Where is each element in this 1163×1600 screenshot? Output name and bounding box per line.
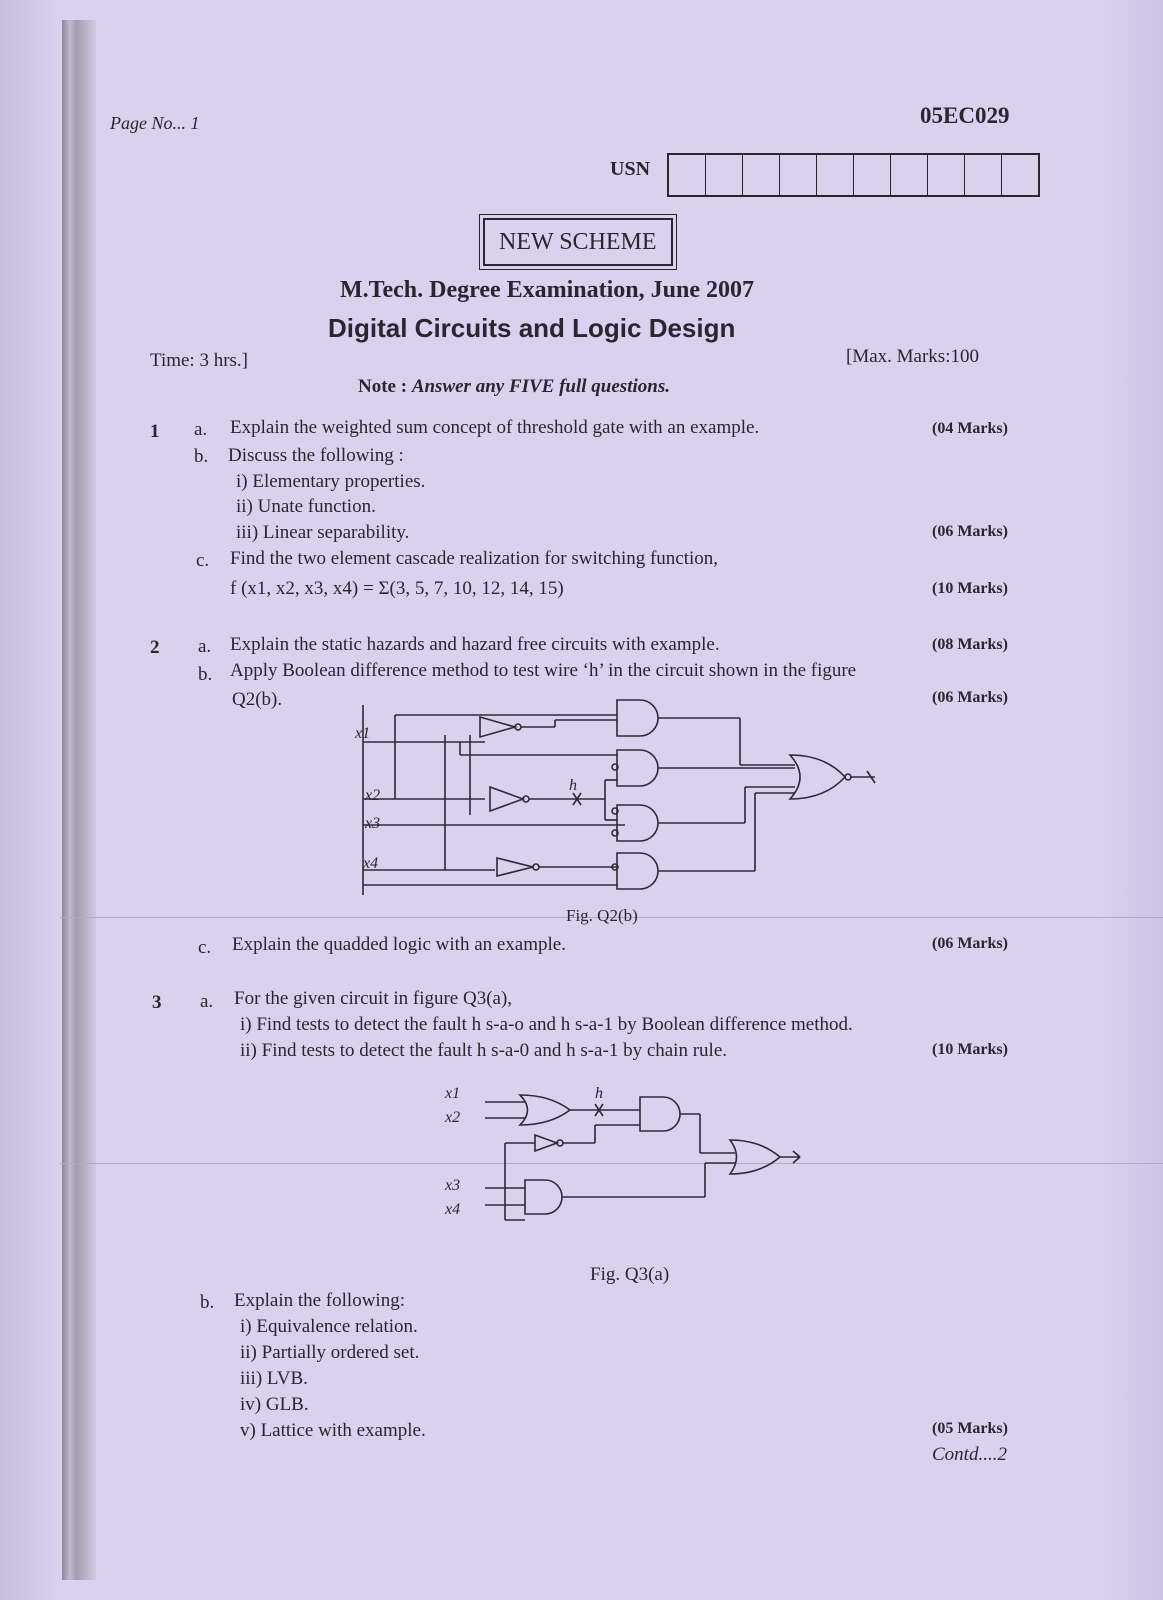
q2a-text: Explain the static hazards and hazard free circuits with example. bbox=[230, 634, 720, 655]
q2a-marks: (08 Marks) bbox=[932, 636, 1008, 653]
q1b-marks: (06 Marks) bbox=[932, 523, 1008, 540]
usn-cell bbox=[817, 155, 854, 195]
usn-cell bbox=[706, 155, 743, 195]
label-x1: x1 bbox=[355, 725, 371, 742]
q2b-text-cont: Q2(b). bbox=[232, 689, 283, 710]
continued-note: Contd....2 bbox=[932, 1444, 1007, 1465]
q1c-label: c. bbox=[196, 550, 210, 571]
paper-code: 05EC029 bbox=[920, 103, 1010, 128]
label-h: h bbox=[569, 777, 577, 794]
question-number: 2 bbox=[150, 637, 160, 658]
q2b-label: b. bbox=[198, 664, 213, 685]
q2c-marks: (06 Marks) bbox=[932, 935, 1008, 952]
q3a-item: ii) Find tests to detect the fault h s-a-0 and h s-a-1 by chain rule. bbox=[240, 1040, 728, 1061]
q2b-marks: (06 Marks) bbox=[932, 689, 1008, 706]
usn-cell bbox=[854, 155, 891, 195]
q1b-label: b. bbox=[194, 446, 209, 467]
q3b-item: iv) GLB. bbox=[240, 1394, 309, 1415]
q1a-label: a. bbox=[194, 419, 208, 440]
figure-caption: Fig. Q2(b) bbox=[566, 906, 638, 925]
q1b-item: ii) Unate function. bbox=[236, 496, 376, 517]
usn-cell bbox=[669, 155, 706, 195]
and-gate bbox=[617, 805, 658, 841]
binding-edge bbox=[62, 20, 96, 1580]
usn-cell bbox=[780, 155, 817, 195]
or-gate bbox=[520, 1095, 570, 1125]
time-label: Time: 3 hrs.] bbox=[150, 350, 249, 371]
label-x3: x3 bbox=[365, 815, 381, 832]
not-gate bbox=[490, 787, 523, 811]
q1b-text: Discuss the following : bbox=[228, 445, 404, 466]
q1c-formula: f (x1, x2, x3, x4) = Σ(3, 5, 7, 10, 12, 14, 15) bbox=[230, 578, 564, 599]
label-x2: x2 bbox=[365, 787, 381, 804]
q2a-label: a. bbox=[198, 636, 212, 657]
q1b-item: i) Elementary properties. bbox=[236, 471, 426, 492]
q1c-text: Find the two element cascade realization for switching function, bbox=[230, 548, 719, 569]
q3a-item: i) Find tests to detect the fault h s-a-o and h s-a-1 by Boolean difference method. bbox=[240, 1014, 853, 1035]
label-x1: x1 bbox=[445, 1085, 461, 1102]
usn-cell bbox=[928, 155, 965, 195]
q3a-label: a. bbox=[200, 991, 214, 1012]
not-gate bbox=[535, 1135, 557, 1151]
question-number: 1 bbox=[150, 421, 160, 442]
and-gate bbox=[617, 700, 658, 736]
q1a-marks: (04 Marks) bbox=[932, 420, 1008, 437]
q3a-marks: (10 Marks) bbox=[932, 1041, 1008, 1058]
and-gate bbox=[525, 1180, 562, 1214]
figure-q3a bbox=[445, 1085, 835, 1250]
usn-cell bbox=[891, 155, 928, 195]
q3b-item: iii) LVB. bbox=[240, 1368, 308, 1389]
q3b-label: b. bbox=[200, 1292, 215, 1313]
not-gate bbox=[480, 717, 515, 737]
q3b-text: Explain the following: bbox=[234, 1290, 405, 1311]
q2c-label: c. bbox=[198, 937, 212, 958]
page-number: Page No... 1 bbox=[110, 113, 200, 133]
figure-q2b bbox=[355, 695, 915, 910]
label-h: h bbox=[595, 1085, 603, 1102]
subject-title: Digital Circuits and Logic Design bbox=[328, 313, 736, 343]
usn-label: USN bbox=[610, 158, 651, 180]
and-gate bbox=[640, 1097, 680, 1131]
and-gate bbox=[617, 853, 658, 889]
or-gate bbox=[730, 1140, 780, 1174]
note-label: Note : bbox=[358, 376, 408, 397]
usn-cell bbox=[1002, 155, 1038, 195]
usn-box bbox=[667, 153, 1040, 197]
exam-title: M.Tech. Degree Examination, June 2007 bbox=[340, 277, 754, 303]
q1c-marks: (10 Marks) bbox=[932, 580, 1008, 597]
and-gate bbox=[617, 750, 658, 786]
q2c-text: Explain the quadded logic with an example. bbox=[232, 934, 566, 955]
usn-cell bbox=[965, 155, 1002, 195]
figure-caption: Fig. Q3(a) bbox=[590, 1264, 670, 1285]
q3b-item: i) Equivalence relation. bbox=[240, 1316, 418, 1337]
q3b-item: v) Lattice with example. bbox=[240, 1420, 426, 1441]
label-x3: x3 bbox=[445, 1177, 461, 1194]
label-x2: x2 bbox=[445, 1109, 461, 1126]
q1a-text: Explain the weighted sum concept of threshold gate with an example. bbox=[230, 417, 760, 438]
q2b-text: Apply Boolean difference method to test wire ‘h’ in the circuit shown in the figure bbox=[230, 660, 857, 681]
q1b-item: iii) Linear separability. bbox=[236, 522, 410, 543]
or-gate bbox=[790, 755, 845, 799]
q3a-text: For the given circuit in figure Q3(a), bbox=[234, 988, 513, 1009]
note-text: Answer any FIVE full questions. bbox=[411, 376, 670, 397]
label-x4: x4 bbox=[445, 1201, 461, 1218]
usn-cell bbox=[743, 155, 780, 195]
question-number: 3 bbox=[152, 992, 162, 1013]
scheme-box: NEW SCHEME bbox=[483, 218, 673, 266]
max-marks-label: [Max. Marks:100 bbox=[846, 346, 979, 367]
q3b-item: ii) Partially ordered set. bbox=[240, 1342, 420, 1363]
not-gate bbox=[497, 858, 533, 876]
label-x4: x4 bbox=[363, 855, 379, 872]
q3b-marks: (05 Marks) bbox=[932, 1420, 1008, 1437]
